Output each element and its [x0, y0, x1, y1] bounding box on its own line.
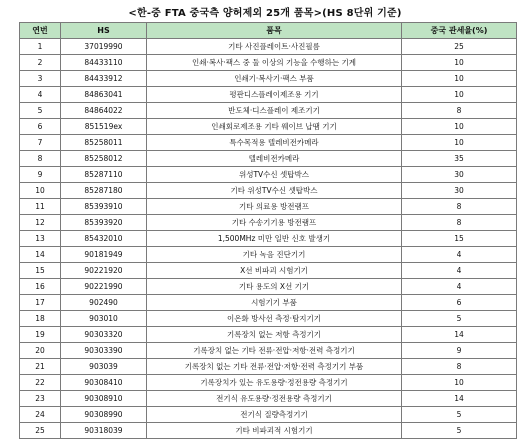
table-row [20, 423, 517, 439]
table-title: <한-중 FTA 중국측 양허제외 25개 품목>(HS 8단위 기준) [128, 8, 402, 19]
cell-hs-code: 90221920 [61, 263, 147, 279]
cell-item-name: 기록장치 없는 기타 전류·전압·저항·전력 측정기기 [147, 343, 402, 359]
cell-tariff-rate: 10 [402, 119, 517, 135]
cell-item-name: 기록장치 없는 기타 전류·전압·저항·전력 측정기기 부품 [147, 359, 402, 375]
cell-item-name: 인쇄·복사·팩스 중 둘 이상의 기능을 수행하는 기계 [147, 55, 402, 71]
cell-hs-code: 85258011 [61, 135, 147, 151]
cell-no: 17 [20, 295, 61, 311]
table-row [20, 247, 517, 263]
table-row [20, 375, 517, 391]
cell-no: 12 [20, 215, 61, 231]
cell-item-name: 인쇄회로제조용 기타 웨이브 납땜 기기 [147, 119, 402, 135]
cell-tariff-rate: 25 [402, 39, 517, 55]
table-row [20, 295, 517, 311]
cell-tariff-rate: 10 [402, 135, 517, 151]
cell-no: 25 [20, 423, 61, 439]
cell-item-name: 전기식 유도용량·정전용량 측정기기 [147, 391, 402, 407]
cell-item-name: 기타 의료용 방전램프 [147, 199, 402, 215]
cell-tariff-rate: 14 [402, 327, 517, 343]
cell-no: 8 [20, 151, 61, 167]
cell-no: 16 [20, 279, 61, 295]
cell-no: 4 [20, 87, 61, 103]
cell-hs-code: 90181949 [61, 247, 147, 263]
cell-no: 21 [20, 359, 61, 375]
cell-no: 24 [20, 407, 61, 423]
cell-no: 11 [20, 199, 61, 215]
table-row [20, 119, 517, 135]
cell-no: 19 [20, 327, 61, 343]
cell-hs-code: 85287180 [61, 183, 147, 199]
table-row [20, 327, 517, 343]
cell-hs-code: 851519ex [61, 119, 147, 135]
cell-no: 18 [20, 311, 61, 327]
header-no: 연번 [20, 23, 61, 39]
cell-hs-code: 90308990 [61, 407, 147, 423]
cell-hs-code: 85287110 [61, 167, 147, 183]
table-header-row [20, 23, 517, 39]
cell-tariff-rate: 5 [402, 407, 517, 423]
cell-tariff-rate: 10 [402, 71, 517, 87]
table-row [20, 263, 517, 279]
table-row [20, 279, 517, 295]
cell-hs-code: 90308910 [61, 391, 147, 407]
cell-hs-code: 85393920 [61, 215, 147, 231]
cell-tariff-rate: 8 [402, 215, 517, 231]
table-row [20, 167, 517, 183]
cell-item-name: 이온화 방사선 측정·탐지기기 [147, 311, 402, 327]
cell-item-name: 기타 수송기기용 방전램프 [147, 215, 402, 231]
cell-tariff-rate: 9 [402, 343, 517, 359]
cell-no: 2 [20, 55, 61, 71]
table-row [20, 87, 517, 103]
cell-no: 13 [20, 231, 61, 247]
cell-item-name: 텔레비전카메라 [147, 151, 402, 167]
table-row [20, 151, 517, 167]
cell-hs-code: 902490 [61, 295, 147, 311]
cell-hs-code: 90303390 [61, 343, 147, 359]
cell-hs-code: 85258012 [61, 151, 147, 167]
cell-tariff-rate: 15 [402, 231, 517, 247]
cell-item-name: 평판디스플레이제조용 기기 [147, 87, 402, 103]
cell-item-name: 인쇄기·복사기·팩스 부품 [147, 71, 402, 87]
cell-tariff-rate: 14 [402, 391, 517, 407]
table-row [20, 231, 517, 247]
cell-item-name: 전기식 질량측정기기 [147, 407, 402, 423]
cell-hs-code: 85393910 [61, 199, 147, 215]
table-row [20, 55, 517, 71]
cell-item-name: 기타 용도의 X선 기기 [147, 279, 402, 295]
table-row [20, 311, 517, 327]
cell-hs-code: 90318039 [61, 423, 147, 439]
cell-hs-code: 903010 [61, 311, 147, 327]
cell-tariff-rate: 35 [402, 151, 517, 167]
table-row [20, 391, 517, 407]
exclusion-items-table [19, 22, 517, 439]
cell-tariff-rate: 30 [402, 183, 517, 199]
cell-hs-code: 90303320 [61, 327, 147, 343]
cell-tariff-rate: 10 [402, 375, 517, 391]
cell-item-name: 기타 사진플레이트·사진필름 [147, 39, 402, 55]
cell-no: 15 [20, 263, 61, 279]
cell-item-name: 특수목적용 텔레비전카메라 [147, 135, 402, 151]
cell-hs-code: 37019990 [61, 39, 147, 55]
table-row [20, 71, 517, 87]
cell-hs-code: 90221990 [61, 279, 147, 295]
table-row [20, 343, 517, 359]
cell-tariff-rate: 8 [402, 199, 517, 215]
cell-tariff-rate: 4 [402, 263, 517, 279]
table-row [20, 39, 517, 55]
cell-tariff-rate: 4 [402, 279, 517, 295]
table-row [20, 359, 517, 375]
cell-item-name: 기타 위성TV수신 셋탑박스 [147, 183, 402, 199]
cell-hs-code: 903039 [61, 359, 147, 375]
cell-item-name: 위성TV수신 셋탑박스 [147, 167, 402, 183]
cell-item-name: 기록장치 없는 저항 측정기기 [147, 327, 402, 343]
cell-tariff-rate: 10 [402, 55, 517, 71]
cell-item-name: 기타 비파괴적 시험기기 [147, 423, 402, 439]
header-hs: HS [61, 23, 147, 39]
cell-tariff-rate: 8 [402, 359, 517, 375]
cell-no: 10 [20, 183, 61, 199]
header-rate: 중국 관세율(%) [402, 23, 517, 39]
cell-hs-code: 84863041 [61, 87, 147, 103]
table-row [20, 407, 517, 423]
header-item: 품목 [147, 23, 402, 39]
table-body [20, 39, 517, 439]
cell-tariff-rate: 8 [402, 103, 517, 119]
cell-no: 9 [20, 167, 61, 183]
cell-hs-code: 85432010 [61, 231, 147, 247]
cell-hs-code: 84864022 [61, 103, 147, 119]
cell-tariff-rate: 5 [402, 423, 517, 439]
cell-no: 6 [20, 119, 61, 135]
cell-no: 3 [20, 71, 61, 87]
cell-tariff-rate: 6 [402, 295, 517, 311]
cell-item-name: 시험기기 부품 [147, 295, 402, 311]
cell-no: 20 [20, 343, 61, 359]
cell-item-name: 반도체·디스플레이 제조기기 [147, 103, 402, 119]
cell-hs-code: 90308410 [61, 375, 147, 391]
cell-item-name: 1,500MHz 미만 일반 신호 발생기 [147, 231, 402, 247]
cell-tariff-rate: 4 [402, 247, 517, 263]
cell-no: 1 [20, 39, 61, 55]
cell-tariff-rate: 5 [402, 311, 517, 327]
cell-item-name: 기타 녹음 진단기기 [147, 247, 402, 263]
cell-item-name: X선 비파괴 시험기기 [147, 263, 402, 279]
cell-no: 5 [20, 103, 61, 119]
table-row [20, 135, 517, 151]
cell-tariff-rate: 10 [402, 87, 517, 103]
cell-hs-code: 84433912 [61, 71, 147, 87]
cell-hs-code: 84433110 [61, 55, 147, 71]
cell-no: 14 [20, 247, 61, 263]
table-row [20, 199, 517, 215]
cell-no: 23 [20, 391, 61, 407]
table-row [20, 183, 517, 199]
table-row [20, 103, 517, 119]
cell-no: 22 [20, 375, 61, 391]
cell-tariff-rate: 30 [402, 167, 517, 183]
cell-item-name: 기록장치가 있는 유도용량·정전용량 측정기기 [147, 375, 402, 391]
cell-no: 7 [20, 135, 61, 151]
table-row [20, 215, 517, 231]
